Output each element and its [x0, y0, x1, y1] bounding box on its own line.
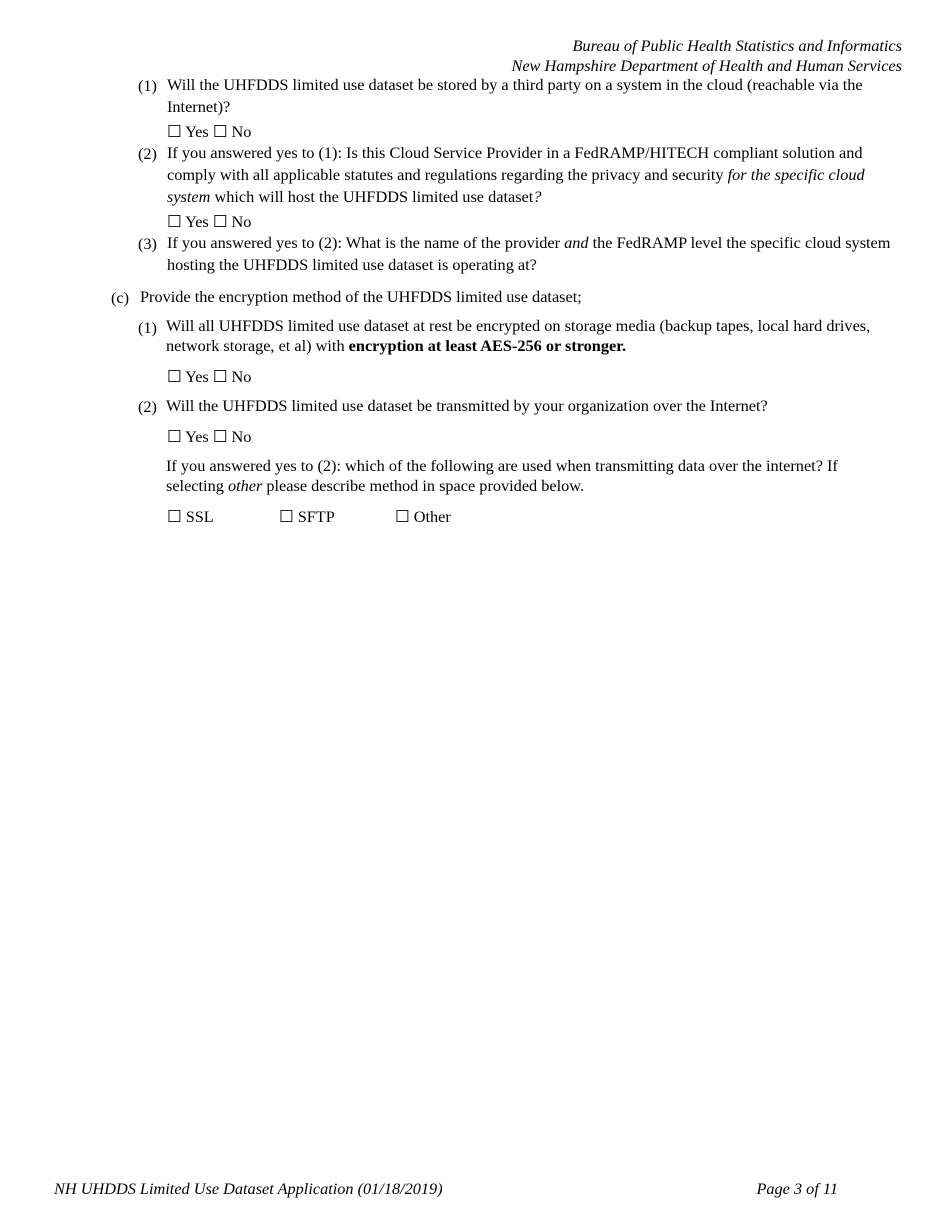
cloud-q2-yes-checkbox[interactable]: ☐	[167, 212, 182, 231]
transmission-followup-italic: other	[227, 476, 263, 495]
cloud-q3-number: (3)	[138, 234, 157, 253]
cloud-q1-yes-label: Yes	[185, 122, 209, 141]
encryption-q1-yes-label: Yes	[185, 367, 209, 386]
method-sftp-label: SFTP	[297, 507, 335, 526]
encryption-q2-text: Will the UHFDDS limited use dataset be transmitted by your organization over the Internet?	[166, 396, 768, 415]
section-c-text: Provide the encryption method of the UHFDDS limited use dataset;	[140, 287, 582, 306]
cloud-q1-no-checkbox[interactable]: ☐	[212, 122, 228, 141]
encryption-q1-text-part1: Will all UHFDDS limited use dataset at rest be encrypted on storage media (backup tapes, local hard drives, network storage, et al) with	[166, 316, 871, 355]
transmission-followup-text	[166, 456, 896, 496]
encryption-q1-text-bold: encryption at least AES-256 or stronger.	[348, 336, 627, 355]
encryption-q2-no-checkbox[interactable]: ☐	[212, 427, 228, 446]
method-other-option	[395, 507, 451, 527]
cloud-q1-number: (1)	[138, 76, 157, 95]
cloud-q2-number: (2)	[138, 144, 157, 163]
cloud-q1-yes-checkbox[interactable]: ☐	[167, 122, 182, 141]
encryption-q2-yes-checkbox[interactable]: ☐	[167, 427, 182, 446]
header-bureau: Bureau of Public Health Statistics and Informatics	[572, 36, 902, 55]
method-other-checkbox[interactable]: ☐	[395, 507, 410, 526]
encryption-q1-options	[167, 367, 251, 387]
encryption-q1-number: (1)	[138, 318, 157, 337]
encryption-q2-no-label: No	[231, 427, 252, 446]
cloud-q2-text-part1: If you answered yes to (1): Is this Cloud Service Provider in a FedRAMP/HITECH compliant solution and comply with all applicable statutes and regulations regarding the privacy and security	[167, 143, 863, 184]
transmission-followup-part1: If you answered yes to (2): which of the following are used when transmitting data over the internet? If selecting	[166, 456, 838, 495]
encryption-q2-options	[167, 427, 251, 447]
footer-document-title: NH UHDDS Limited Use Dataset Application (01/18/2019)	[54, 1179, 443, 1198]
encryption-q1-text	[166, 316, 914, 356]
encryption-q2-number: (2)	[138, 397, 157, 416]
encryption-q2-yes-label: Yes	[185, 427, 209, 446]
method-sftp-option	[279, 507, 335, 527]
cloud-q3-text	[167, 232, 912, 276]
cloud-q2-text-italic: for the specific cloud system	[167, 165, 865, 206]
cloud-q2-no-label: No	[231, 212, 252, 231]
method-other-label: Other	[413, 507, 451, 526]
cloud-q3-text-italic: and	[564, 233, 589, 252]
method-ssl-checkbox[interactable]: ☐	[167, 507, 182, 526]
cloud-q2-no-checkbox[interactable]: ☐	[212, 212, 228, 231]
cloud-q1-no-label: No	[231, 122, 252, 141]
section-c-letter: (c)	[111, 288, 130, 307]
cloud-q2-text-part2: which will host the UHFDDS limited use dataset	[210, 187, 534, 206]
cloud-q1-text: Will the UHFDDS limited use dataset be stored by a third party on a system in the cloud (reachable via the Internet)?	[167, 75, 863, 116]
cloud-q3-text-part2: the FedRAMP level the specific cloud system hosting the UHFDDS limited use dataset is operating at?	[167, 233, 891, 274]
cloud-q2-yes-label: Yes	[185, 212, 209, 231]
method-sftp-checkbox[interactable]: ☐	[279, 507, 294, 526]
encryption-q1-no-label: No	[231, 367, 252, 386]
transmission-followup-part2: please describe method in space provided below.	[262, 476, 585, 495]
method-ssl-label: SSL	[185, 507, 214, 526]
cloud-q2-options	[167, 212, 251, 232]
cloud-q1-options	[167, 122, 251, 142]
method-ssl-option	[167, 507, 214, 527]
header-department: New Hampshire Department of Health and Human Services	[511, 56, 902, 75]
cloud-q3-text-part1: If you answered yes to (2): What is the name of the provider	[167, 233, 565, 252]
cloud-q2-text	[167, 142, 912, 208]
footer-page-number: Page 3 of 11	[756, 1179, 838, 1198]
encryption-q1-yes-checkbox[interactable]: ☐	[167, 367, 182, 386]
cloud-q2-text-end: ?	[533, 187, 542, 206]
encryption-q1-no-checkbox[interactable]: ☐	[212, 367, 228, 386]
